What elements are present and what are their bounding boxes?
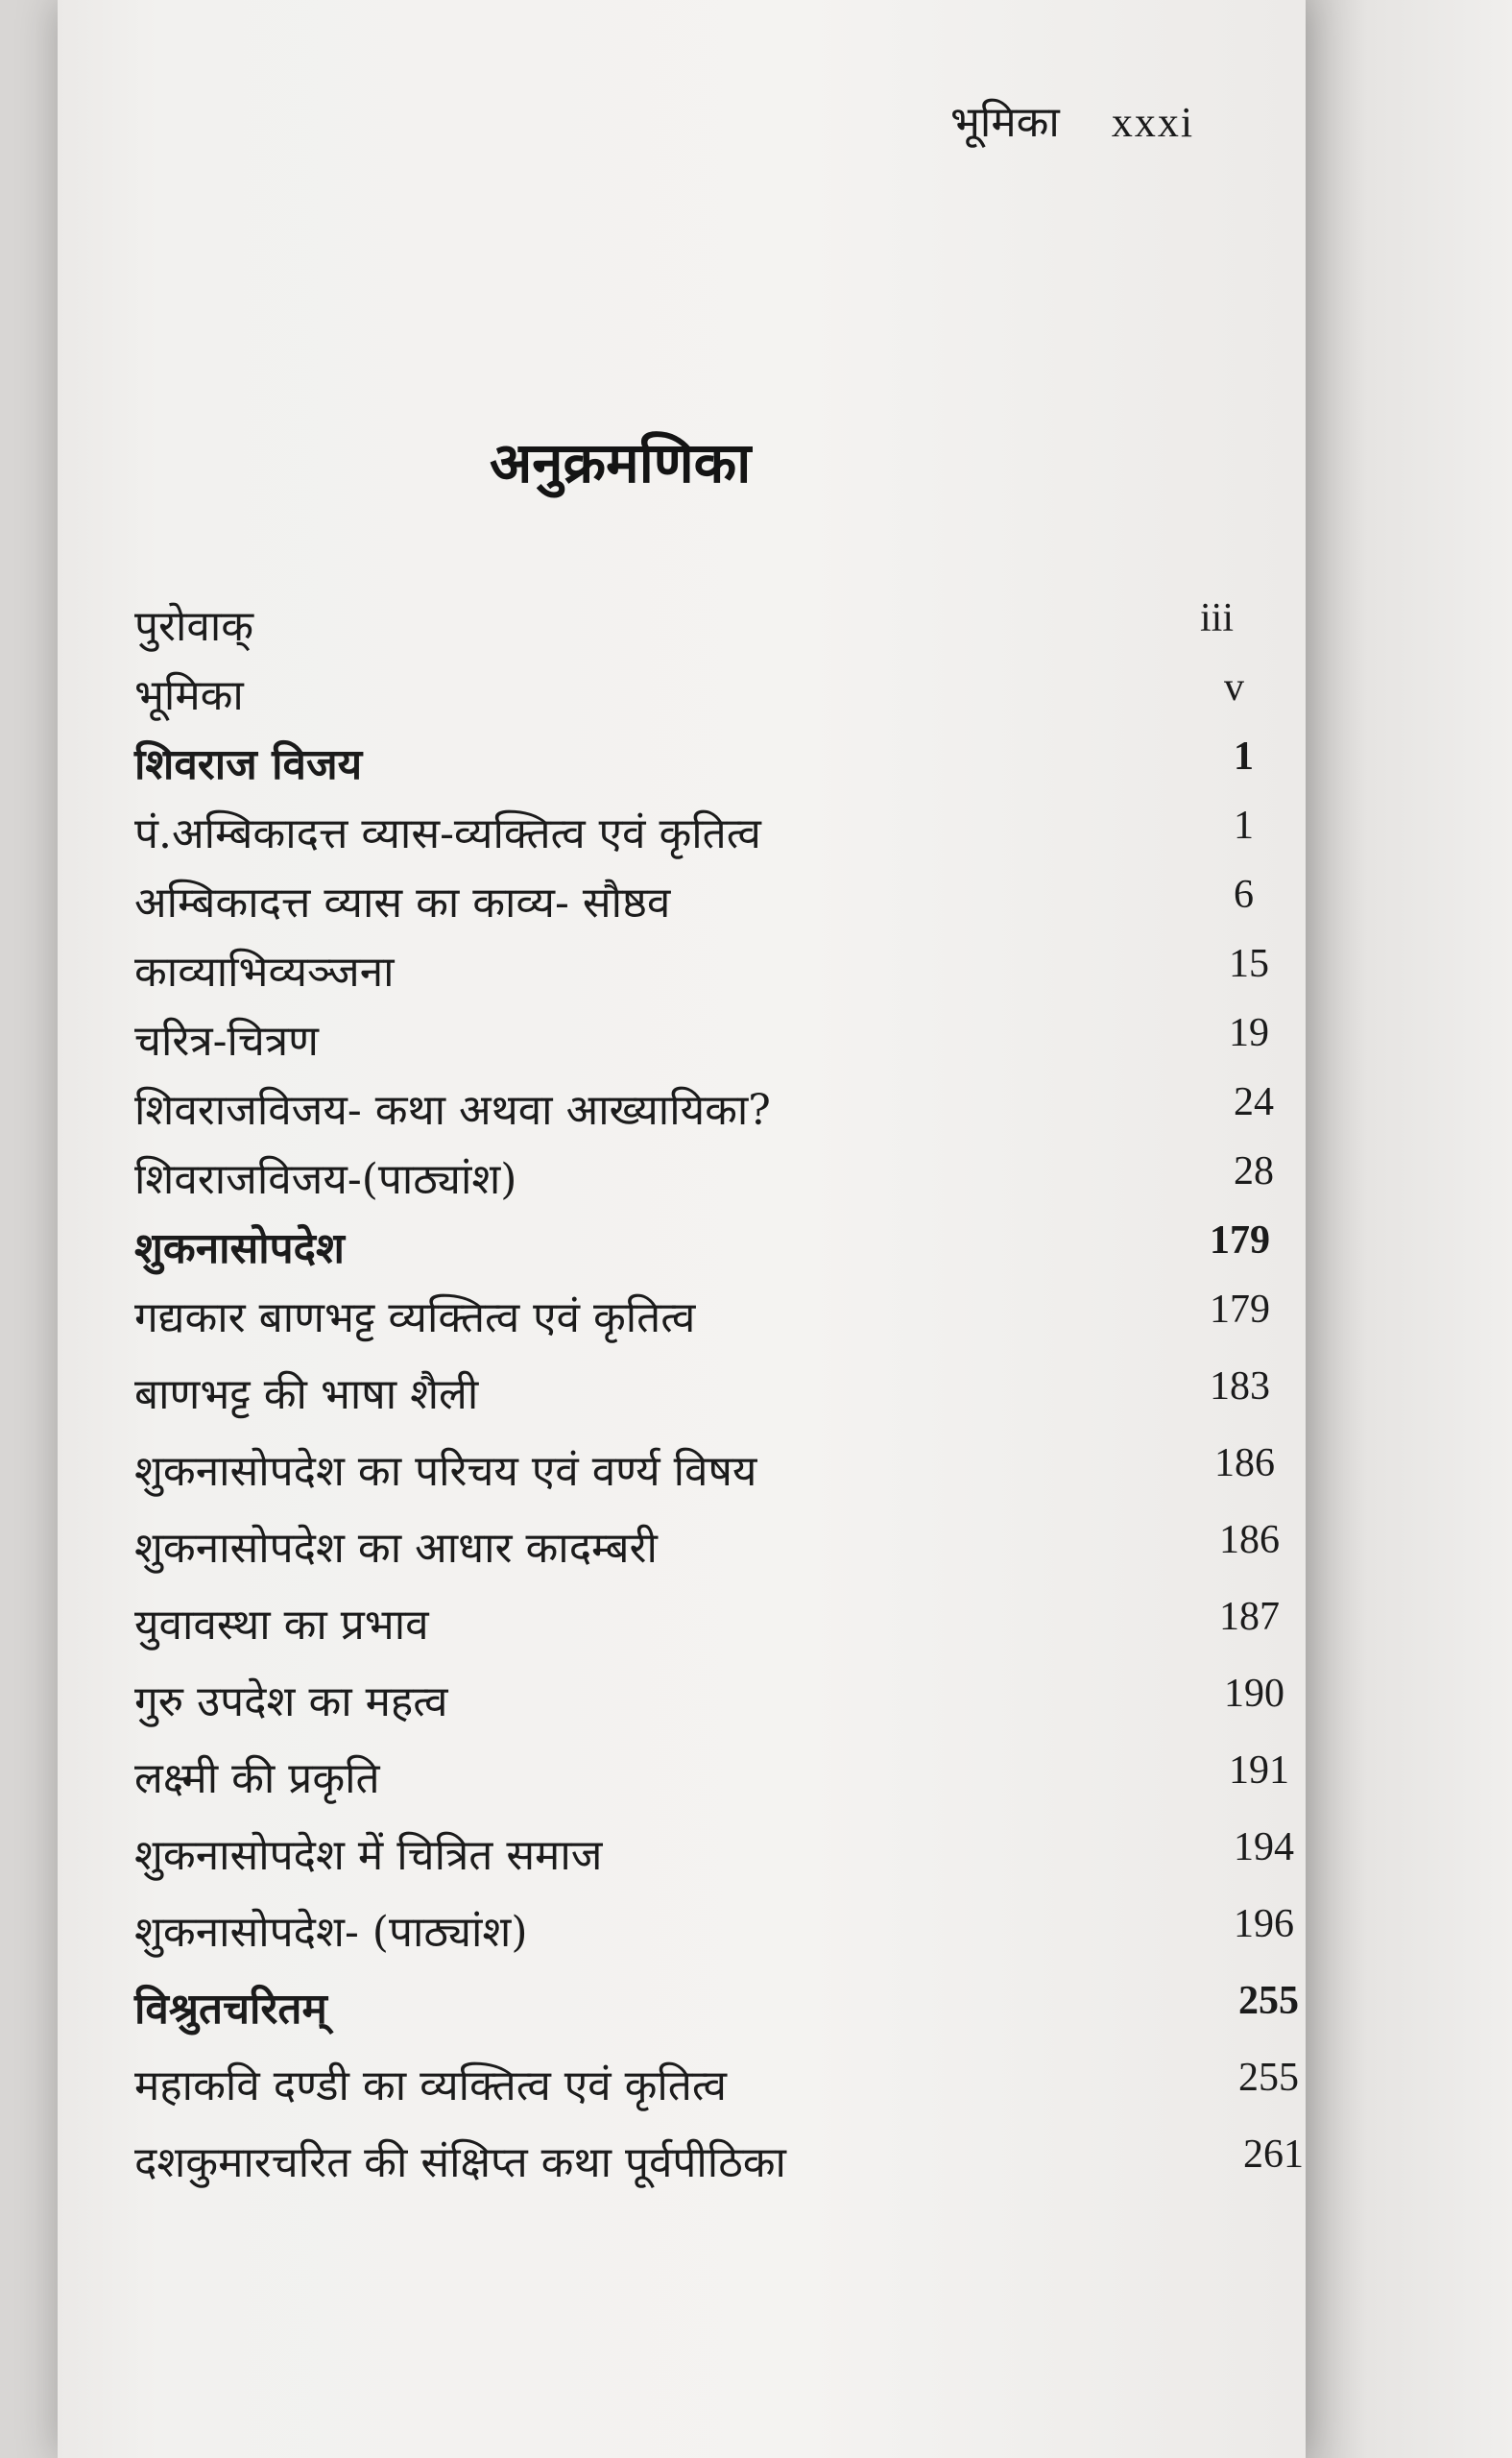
header-page-number: xxxi <box>1111 99 1195 146</box>
toc-entry <box>96 1671 1306 1747</box>
toc-entry-text: चरित्र-चित्रण <box>134 1017 319 1066</box>
toc-entry <box>96 2055 1306 2132</box>
toc-entry <box>96 1747 1306 1824</box>
toc-entry-page: 190 <box>1224 1672 1284 1716</box>
toc-entry <box>96 803 1306 880</box>
toc-entry <box>96 941 1306 1018</box>
toc-entry-text: पुरोवाक् <box>134 602 254 651</box>
toc-entry <box>96 1010 1306 1087</box>
toc-entry-text: शिवराजविजय-(पाठ्यांश) <box>134 1155 517 1204</box>
toc-entry-page: 19 <box>1229 1011 1269 1055</box>
page-title: अनुक्रमणिका <box>490 430 752 495</box>
toc-entry-page: 28 <box>1234 1149 1274 1193</box>
toc-entry-page: 186 <box>1214 1441 1275 1485</box>
toc-entry <box>96 1079 1306 1156</box>
toc-entry-text: गुरु उपदेश का महत्व <box>134 1677 448 1726</box>
toc-entry <box>96 1594 1306 1671</box>
toc-entry-text: पं.अम्बिकादत्त व्यास-व्यक्तित्व एवं कृतित्व <box>134 809 761 858</box>
toc-entry-page: 183 <box>1210 1364 1270 1409</box>
toc-entry <box>96 1440 1306 1517</box>
header-section: भूमिका <box>950 98 1060 147</box>
toc-entry-page: 179 <box>1210 1218 1270 1263</box>
toc-entry-page: 255 <box>1238 2056 1299 2100</box>
toc-entry <box>96 1517 1306 1594</box>
toc-entry-text: अम्बिकादत्त व्यास का काव्य- सौष्ठव <box>134 879 671 928</box>
toc-entry <box>96 1824 1306 1901</box>
toc-entry <box>96 1287 1306 1363</box>
toc-entry <box>96 1148 1306 1225</box>
toc-entry-page: 194 <box>1234 1825 1294 1869</box>
toc-entry-text: महाकवि दण्डी का व्यक्तित्व एवं कृतित्व <box>134 2061 727 2110</box>
toc-entry-text: युवावस्था का प्रभाव <box>134 1601 429 1650</box>
toc-entry-page: 1 <box>1234 804 1254 848</box>
toc-entry-page: 187 <box>1219 1595 1280 1639</box>
toc-entry-text: शुकनासोपदेश का परिचय एवं वर्ण्य विषय <box>134 1447 757 1496</box>
toc-entry <box>96 595 1306 672</box>
toc-entry-text: शुकनासोपदेश में चित्रित समाज <box>134 1831 603 1880</box>
toc-entry-page: 186 <box>1219 1518 1280 1562</box>
toc-entry-page: 261 <box>1243 2133 1304 2177</box>
toc-entry-text: शुकनासोपदेश <box>134 1224 345 1273</box>
toc-entry-text: बाणभट्ट की भाषा शैली <box>134 1370 479 1419</box>
toc-entry-text: भूमिका <box>134 671 244 720</box>
running-header <box>950 91 1194 149</box>
toc-entry-page: 196 <box>1234 1902 1294 1946</box>
toc-entry-text: गद्यकार बाणभट्ट व्यक्तित्व एवं कृतित्व <box>134 1293 696 1342</box>
toc-entry-text: लक्ष्मी की प्रकृति <box>134 1754 380 1803</box>
toc-section-heading <box>96 1978 1306 2055</box>
toc-entry-page: 191 <box>1229 1748 1289 1793</box>
toc-entry <box>96 1901 1306 1978</box>
toc-entry <box>96 1363 1306 1440</box>
toc-entry <box>96 664 1306 741</box>
book-page <box>58 0 1306 2458</box>
toc-entry-text: दशकुमारचरित की संक्षिप्त कथा पूर्वपीठिका <box>134 2138 786 2187</box>
toc-entry-page: 255 <box>1238 1979 1299 2023</box>
toc-entry-page: 179 <box>1210 1288 1270 1332</box>
toc-entry-text: शिवराजविजय- कथा अथवा आख्यायिका? <box>134 1086 771 1135</box>
toc-entry-text: शिवराज विजय <box>134 740 363 789</box>
toc-entry-text: शुकनासोपदेश का आधार कादम्बरी <box>134 1524 658 1573</box>
toc-entry-page: 1 <box>1234 735 1254 779</box>
toc-section-heading <box>96 1217 1306 1294</box>
toc-entry-page: 24 <box>1234 1080 1274 1124</box>
toc-entry-text: शुकनासोपदेश- (पाठ्यांश) <box>134 1908 528 1957</box>
toc-entry-page: 6 <box>1234 873 1254 917</box>
toc-entry-text: विश्रुतचरितम् <box>134 1985 327 2034</box>
toc-entry-page: v <box>1224 665 1244 710</box>
toc-entry <box>96 872 1306 949</box>
toc-entry-page: 15 <box>1229 942 1269 986</box>
toc-entry-page: iii <box>1200 596 1235 640</box>
toc-entry-text: काव्याभिव्यञ्जना <box>134 948 395 997</box>
book-gutter-shadow <box>1306 0 1512 2458</box>
toc-entry <box>96 2132 1306 2208</box>
toc-section-heading <box>96 734 1306 810</box>
